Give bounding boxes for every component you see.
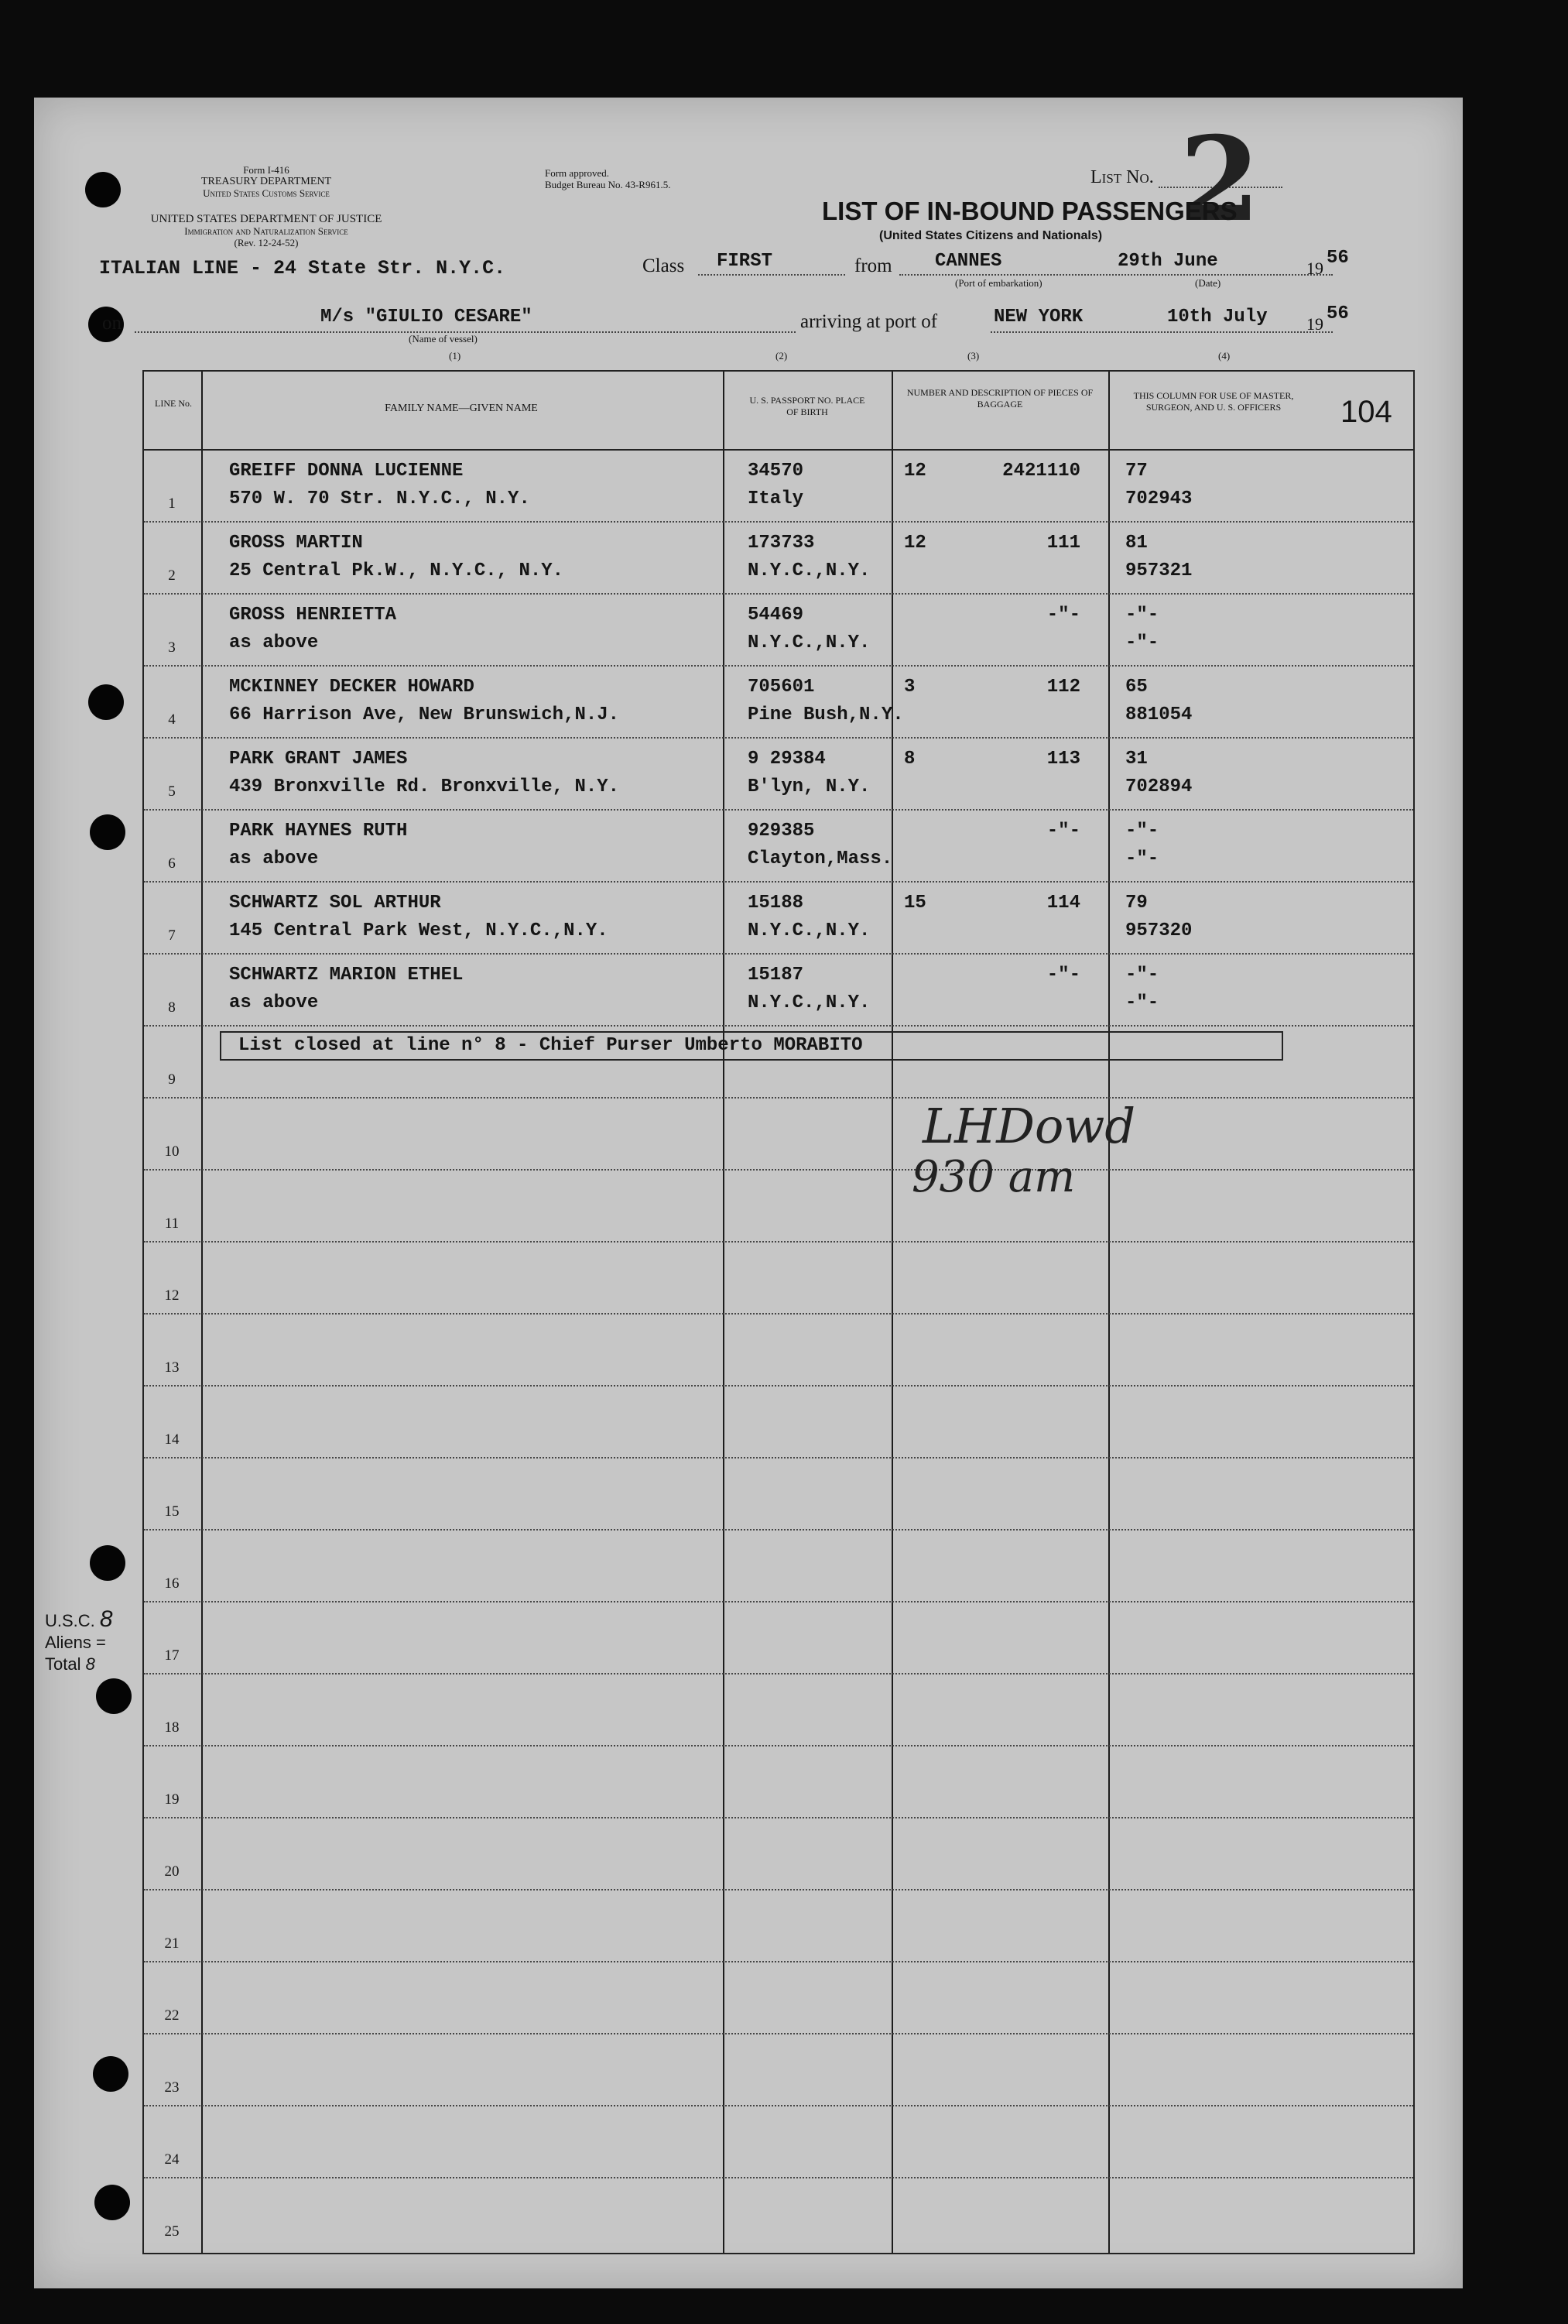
punch-hole (96, 1678, 132, 1714)
approval-line: Budget Bureau No. 43-R961.5. (545, 179, 671, 190)
officer-note: 702894 (1125, 776, 1193, 797)
arriving-label: arriving at port of (800, 311, 938, 332)
total-value: 8 (85, 1654, 95, 1674)
line-number: 8 (168, 999, 176, 1016)
from-label: from (854, 255, 892, 276)
baggage-pieces: 12 (904, 533, 926, 554)
officer-note: -"- (1125, 632, 1159, 653)
place-of-birth: N.Y.C.,N.Y. (748, 920, 871, 941)
line-number: 10 (164, 1143, 180, 1160)
line-number: 22 (164, 2007, 180, 2024)
punch-hole (90, 1545, 125, 1581)
line-number: 24 (164, 2151, 180, 2168)
officer-note: 957321 (1125, 560, 1193, 581)
line-number: 17 (164, 1647, 180, 1664)
shipping-line: ITALIAN LINE - 24 State Str. N.Y.C. (99, 257, 506, 279)
col-num-1: (1) (449, 350, 461, 362)
baggage-description: 111 (1046, 533, 1080, 554)
officer-note: 31 (1125, 749, 1148, 770)
line-number: 7 (168, 927, 176, 944)
line-number: 5 (168, 783, 176, 800)
col-num-3: (3) (967, 350, 980, 362)
header-line-no: LINE No. (155, 398, 192, 409)
officer-note: -"- (1125, 821, 1159, 842)
baggage-description: 2421110 (1002, 461, 1080, 482)
date-caption: (Date) (1195, 277, 1221, 289)
officer-note: 79 (1125, 893, 1148, 913)
passenger-name: SCHWARTZ SOL ARTHUR (229, 893, 441, 913)
departure-date: 29th June (1118, 251, 1218, 272)
line-number: 21 (164, 1935, 180, 1952)
dept-treasury: TREASURY DEPARTMENT (200, 176, 332, 187)
passenger-name: MCKINNEY DECKER HOWARD (229, 677, 474, 698)
punch-hole (90, 814, 125, 850)
list-closed-text: List closed at line n° 8 - Chief Purser Umberto MORABITO (238, 1035, 863, 1056)
passport-number: 54469 (748, 605, 804, 626)
year-prefix: 19 (1306, 314, 1323, 334)
baggage-pieces: 3 (904, 677, 916, 698)
officer-note: -"- (1125, 848, 1159, 869)
passenger-address: as above (229, 992, 319, 1013)
aliens-value: = (96, 1633, 106, 1652)
usc-value: 8 (99, 1606, 113, 1632)
passport-number: 34570 (748, 461, 804, 482)
form-header-justice (135, 214, 398, 249)
arrival-port: NEW YORK (994, 307, 1084, 327)
passenger-name: GROSS MARTIN (229, 533, 363, 554)
passenger-table (142, 370, 1415, 2254)
arrival-year: 56 (1327, 303, 1349, 324)
passenger-name: PARK HAYNES RUTH (229, 821, 408, 842)
baggage-description: -"- (1046, 965, 1080, 985)
passenger-name: SCHWARTZ MARION ETHEL (229, 965, 464, 985)
line-number: 3 (168, 639, 176, 656)
form-revision: (Rev. 12-24-52) (234, 237, 299, 249)
place-of-birth: N.Y.C.,N.Y. (748, 992, 871, 1013)
embarkation-port: CANNES (935, 251, 1002, 272)
officer-note: 81 (1125, 533, 1148, 554)
passport-number: 9 29384 (748, 749, 826, 770)
list-closed-box (220, 1031, 1283, 1061)
line-number: 14 (164, 1431, 180, 1448)
arrival-date: 10th July (1167, 307, 1268, 327)
vessel-name: M/s "GIULIO CESARE" (320, 307, 532, 327)
passenger-name: GREIFF DONNA LUCIENNE (229, 461, 464, 482)
officer-note: 881054 (1125, 704, 1193, 725)
baggage-pieces: 12 (904, 461, 926, 482)
page-subtitle: (United States Citizens and Nationals) (879, 229, 1103, 242)
line-number: 23 (164, 2079, 180, 2096)
baggage-description: 113 (1046, 749, 1080, 770)
passport-number: 15187 (748, 965, 804, 985)
page-title: LIST OF IN-BOUND PASSENGERS (822, 197, 1238, 225)
departure-year: 56 (1327, 248, 1349, 269)
form-header (135, 164, 398, 199)
passenger-address: 25 Central Pk.W., N.Y.C., N.Y. (229, 560, 564, 581)
list-no-label: List No. (1090, 167, 1154, 187)
approval-line: Form approved. (545, 167, 610, 179)
baggage-description: -"- (1046, 821, 1080, 842)
baggage-pieces: 15 (904, 893, 926, 913)
embarkation-caption: (Port of embarkation) (955, 277, 1042, 289)
dept-immigration: Immigration and Naturalization Service (184, 225, 348, 237)
line-number: 13 (164, 1359, 180, 1376)
budget-approval (545, 167, 670, 190)
officer-note: 77 (1125, 461, 1148, 482)
passenger-address: 570 W. 70 Str. N.Y.C., N.Y. (229, 488, 530, 509)
officer-note: -"- (1125, 992, 1159, 1013)
baggage-pieces: 8 (904, 749, 916, 770)
class-value: FIRST (717, 251, 773, 272)
line-number: 9 (168, 1071, 176, 1088)
place-of-birth: B'lyn, N.Y. (748, 776, 871, 797)
dept-customs: United States Customs Service (203, 187, 330, 199)
inspection-time: 930 am (912, 1152, 1076, 1202)
place-of-birth: N.Y.C.,N.Y. (748, 632, 871, 653)
class-label: Class (642, 255, 685, 276)
passenger-address: 66 Harrison Ave, New Brunswich,N.J. (229, 704, 620, 725)
header-officers: THIS COLUMN FOR USE OF MASTER, SURGEON, AND U. S. OFFICERS (1133, 390, 1294, 413)
place-of-birth: N.Y.C.,N.Y. (748, 560, 871, 581)
place-of-birth: Italy (748, 488, 804, 509)
line-number: 11 (164, 1215, 180, 1232)
officer-signature: LHDowd (923, 1098, 1136, 1154)
punch-hole (94, 2185, 130, 2220)
usc-label: U.S.C. (45, 1611, 95, 1630)
line-number: 18 (164, 1719, 180, 1736)
punch-hole (88, 684, 124, 720)
year-prefix: 19 (1306, 259, 1323, 278)
punch-hole (85, 172, 121, 207)
col-num-4: (4) (1218, 350, 1231, 362)
line-number: 12 (164, 1287, 180, 1304)
vessel-caption: (Name of vessel) (409, 333, 478, 344)
passenger-name: PARK GRANT JAMES (229, 749, 408, 770)
passenger-address: 145 Central Park West, N.Y.C.,N.Y. (229, 920, 608, 941)
passenger-address: as above (229, 632, 319, 653)
aliens-label: Aliens (45, 1633, 91, 1652)
officer-note: -"- (1125, 965, 1159, 985)
baggage-description: 114 (1046, 893, 1080, 913)
list-number-handwritten: 2 (1179, 111, 1261, 248)
line-number: 20 (164, 1863, 180, 1880)
header-passport: U. S. PASSPORT NO. PLACE OF BIRTH (749, 395, 865, 417)
baggage-description: -"- (1046, 605, 1080, 626)
officer-note: -"- (1125, 605, 1159, 626)
line-number: 16 (164, 1575, 180, 1592)
dept-justice: UNITED STATES DEPARTMENT OF JUSTICE (150, 213, 382, 225)
passport-number: 705601 (748, 677, 815, 698)
officer-note: 957320 (1125, 920, 1193, 941)
place-of-birth: Pine Bush,N.Y. (748, 704, 904, 725)
form-number: Form I-416 (243, 164, 289, 176)
manifest-page (34, 98, 1463, 2288)
line-number: 25 (164, 2223, 180, 2240)
passport-number: 929385 (748, 821, 815, 842)
officer-note: 702943 (1125, 488, 1193, 509)
baggage-description: 112 (1046, 677, 1080, 698)
passport-number: 173733 (748, 533, 815, 554)
line-number: 2 (168, 567, 176, 584)
passenger-name: GROSS HENRIETTA (229, 605, 397, 626)
line-number: 6 (168, 855, 176, 872)
line-number: 4 (168, 711, 176, 728)
line-number: 15 (164, 1503, 180, 1520)
officer-note: 65 (1125, 677, 1148, 698)
on-label: on (102, 313, 122, 334)
passport-number: 15188 (748, 893, 804, 913)
header-baggage: NUMBER AND DESCRIPTION OF PIECES OF BAGGAGE (906, 387, 1094, 410)
header-name: FAMILY NAME—GIVEN NAME (385, 403, 538, 414)
punch-hole (93, 2056, 128, 2092)
line-number: 19 (164, 1791, 180, 1808)
total-label: Total (45, 1654, 81, 1674)
passenger-address: 439 Bronxville Rd. Bronxville, N.Y. (229, 776, 620, 797)
page-number: 104 (1340, 395, 1392, 429)
passenger-address: as above (229, 848, 319, 869)
col-num-2: (2) (775, 350, 788, 362)
place-of-birth: Clayton,Mass. (748, 848, 893, 869)
line-number: 1 (168, 495, 176, 512)
margin-tally (45, 1606, 113, 1675)
